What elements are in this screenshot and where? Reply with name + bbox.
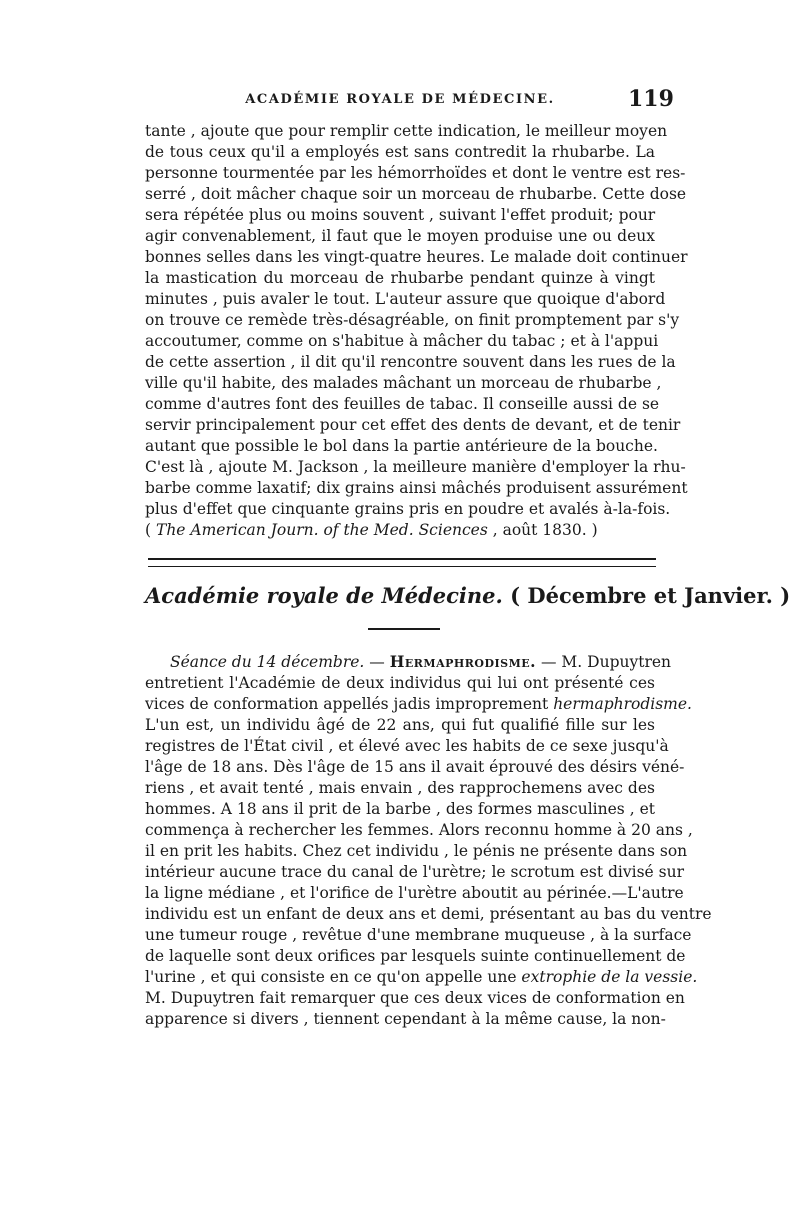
text-line: de laquelle sont deux orifices par lesquels suinte continuellement de (145, 947, 686, 965)
text-line: de cette assertion , il dit qu'il rencontre souvent dans les rues de la (145, 353, 676, 371)
section-title-italic: Académie royale de Médecine. (145, 583, 503, 608)
text-line: accoutumer, comme on s'habitue à mâcher du tabac ; et à l'appui (145, 332, 659, 350)
dash: — (364, 653, 390, 671)
heading-ornament-rule (368, 628, 440, 630)
line-start: vices de conformation appellés jadis improprement (145, 695, 554, 713)
text-line: une tumeur rouge , revêtue d'une membrane muqueuse , à la surface (145, 926, 692, 944)
term-italic: hermaphrodisme. (553, 695, 692, 713)
text-line: registres de l'État civil , et élevé avec les habits de ce sexe jusqu'à (145, 737, 669, 755)
text-line: personne tourmentée par les hémorrhoïdes et dont le ventre est res- (145, 164, 686, 182)
text-line: la ligne médiane , et l'orifice de l'urètre aboutit au périnée.—L'autre (145, 884, 684, 902)
text-line: comme d'autres font des feuilles de tabac. Il conseille aussi de se (145, 395, 660, 413)
text-line: individu est un enfant de deux ans et demi, présentant au bas du ventre (145, 905, 712, 923)
page-number: 119 (628, 86, 674, 112)
session-topic: Hermaphrodisme. (389, 652, 537, 671)
text-line: hommes. A 18 ans il prit de la barbe , des formes masculines , et (145, 800, 655, 818)
text-line: la mastication du morceau de rhubarbe pendant quinze à vingt (145, 269, 655, 287)
section-title-rest: ( Décembre et Janvier. ) (502, 583, 791, 608)
text-line: ville qu'il habite, des malades mâchant un morceau de rhubarbe , (145, 374, 662, 392)
text-line: tante , ajoute que pour remplir cette indication, le meilleur moyen (145, 122, 668, 140)
text-line: barbe comme laxatif; dix grains ainsi mâchés produisent assurément (145, 479, 688, 497)
text-line: intérieur aucune trace du canal de l'urètre; le scrotum est divisé sur (145, 863, 685, 881)
session-intro-line (170, 652, 672, 671)
term-italic: extrophie de la vessie. (521, 968, 698, 986)
text-line: l'âge de 18 ans. Dès l'âge de 15 ans il avait éprouvé des désirs véné- (145, 758, 685, 776)
section-heading (145, 583, 791, 608)
citation-open: ( (145, 521, 156, 539)
text-line: serré , doit mâcher chaque soir un morceau de rhubarbe. Cette dose (145, 185, 687, 203)
text-line: il en prit les habits. Chez cet individu , le pénis ne présente dans son (145, 842, 688, 860)
text-line: sera répétée plus ou moins souvent , suivant l'effet produit; pour (145, 206, 656, 224)
citation-journal: The American Journ. of the Med. Sciences (155, 521, 488, 539)
text-line: servir principalement pour cet effet des dents de devant, et de tenir (145, 416, 681, 434)
text-line-hermaphrodisme (145, 695, 692, 713)
text-line: bonnes selles dans les vingt-quatre heures. Le malade doit continuer (145, 248, 688, 266)
text-line: M. Dupuytren fait remarquer que ces deux vices de conformation en (145, 989, 685, 1007)
text-line-extrophie (145, 968, 698, 986)
text-line: autant que possible le bol dans la partie antérieure de la bouche. (145, 437, 658, 455)
citation-line (145, 521, 655, 539)
text-line: riens , et avait tenté , mais envain , des rapprochemens avec des (145, 779, 655, 797)
text-line: minutes , puis avaler le tout. L'auteur assure que quoique d'abord (145, 290, 666, 308)
text-line: apparence si divers , tiennent cependant à la même cause, la non- (145, 1010, 666, 1028)
text-line: on trouve ce remède très-désagréable, on finit promptement par s'y (145, 311, 680, 329)
citation-rest: , août 1830. ) (487, 521, 598, 539)
text-line: entretient l'Académie de deux individus qui lui ont présenté ces (145, 674, 655, 692)
running-head: ACADÉMIE ROYALE DE MÉDECINE. (245, 92, 555, 107)
text-line: de tous ceux qu'il a employés est sans contredit la rhubarbe. La (145, 143, 655, 161)
session-intro-rest: — M. Dupuytren (536, 653, 672, 671)
text-line: C'est là , ajoute M. Jackson , la meilleure manière d'employer la rhu- (145, 458, 686, 476)
session-date: Séance du 14 décembre. (170, 653, 365, 671)
text-line: commença à rechercher les femmes. Alors reconnu homme à 20 ans , (145, 821, 693, 839)
text-line: L'un est, un individu âgé de 22 ans, qui fut qualifié fille sur les (145, 716, 655, 734)
text-line: agir convenablement, il faut que le moyen produise une ou deux (145, 227, 655, 245)
section-divider (148, 558, 656, 567)
text-line: plus d'effet que cinquante grains pris en poudre et avalés à-la-fois. (145, 500, 671, 518)
line-start: l'urine , et qui consiste en ce qu'on appelle une (145, 968, 522, 986)
